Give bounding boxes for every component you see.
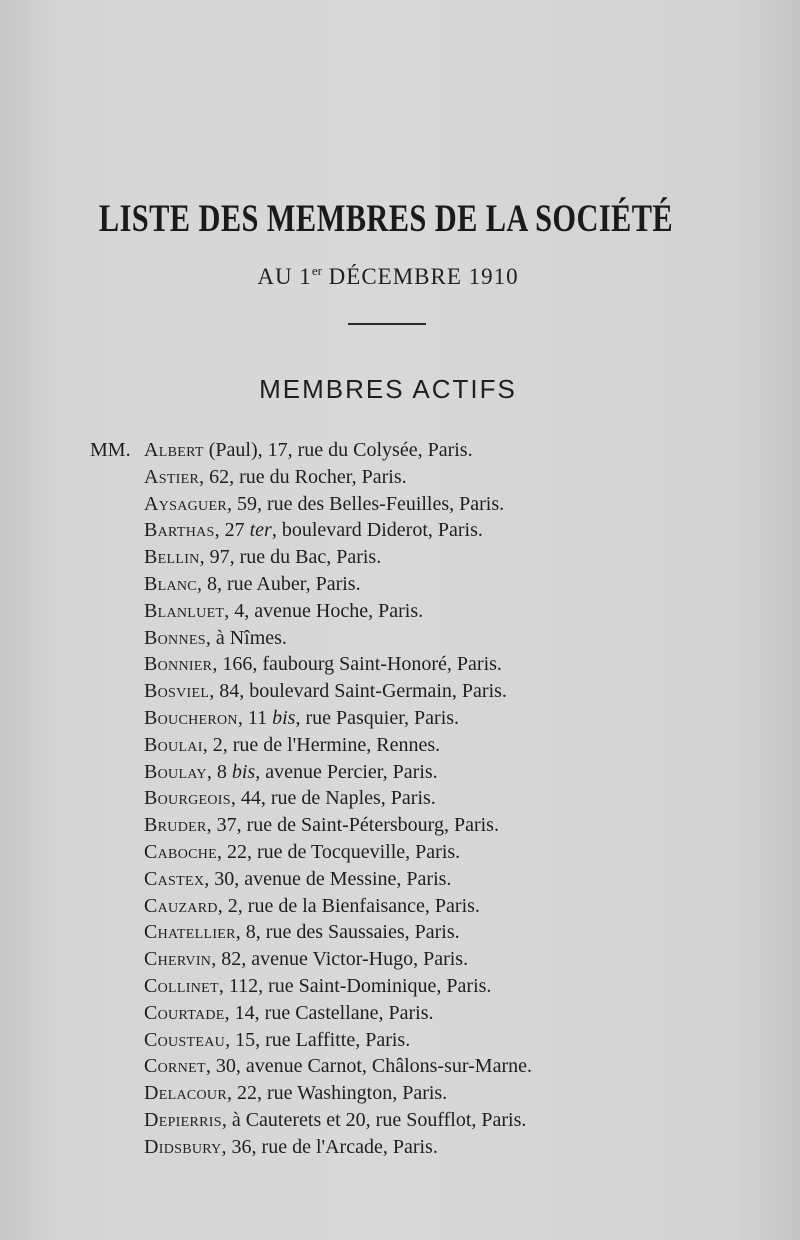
member-address-suffix: ter <box>249 519 272 542</box>
member-name: Didsbury <box>144 1135 222 1158</box>
section-heading: MEMBRES ACTIFS <box>259 374 517 404</box>
member-name: Boucheron <box>144 706 238 729</box>
member-name: Cornet <box>144 1055 206 1078</box>
member-entry <box>144 491 532 518</box>
member-entry <box>144 651 532 678</box>
member-address: , à Cauterets et 20, rue Soufflot, Paris. <box>221 1108 527 1131</box>
member-address: , 166, faubourg Saint-Honoré, Paris. <box>212 653 502 676</box>
member-entry <box>144 705 532 732</box>
member-name: Barthas <box>144 519 215 542</box>
member-entry <box>144 517 532 544</box>
member-address-rest: , avenue Percier, Paris. <box>255 760 438 783</box>
member-entry <box>144 785 532 812</box>
member-name: Bruder <box>144 814 207 837</box>
member-address: , 30, avenue Carnot, Châlons-sur-Marne. <box>205 1055 532 1078</box>
member-address: , 59, rue des Belles-Feuilles, Paris. <box>226 492 505 515</box>
member-name: Delacour <box>144 1082 227 1105</box>
member-name: Depierris <box>144 1108 222 1131</box>
member-address-suffix: bis <box>231 760 256 783</box>
member-address: , 44, rue de Naples, Paris. <box>230 787 436 810</box>
member-name: Bonnier <box>144 653 213 676</box>
member-name: Astier <box>144 465 200 488</box>
member-entry <box>144 839 532 866</box>
member-name: Boulai <box>144 733 203 756</box>
member-address: , 22, rue Washington, Paris. <box>226 1082 448 1105</box>
member-entry <box>144 1134 532 1161</box>
member-name: Bourgeois <box>144 787 231 810</box>
member-name: Blanluet <box>144 599 225 622</box>
member-entry <box>144 973 532 1000</box>
member-entry <box>144 598 532 625</box>
subtitle-prefix: AU 1 <box>257 264 312 289</box>
member-name: Bosviel <box>144 680 210 703</box>
member-entry <box>144 946 532 973</box>
member-name: Collinet <box>144 974 219 997</box>
member-name: Caboche <box>144 840 217 863</box>
member-address: , 36, rue de l'Arcade, Paris. <box>221 1135 438 1158</box>
member-entry <box>144 1107 532 1134</box>
member-address: , 2, rue de la Bienfaisance, Paris. <box>217 894 480 917</box>
member-name: Blanc <box>144 572 197 595</box>
honorific-prefix: MM. <box>90 439 131 461</box>
member-name: Albert <box>144 439 204 461</box>
member-address: , 14, rue Castellane, Paris. <box>224 1001 434 1024</box>
member-entry <box>144 919 532 946</box>
member-entry <box>144 464 532 491</box>
member-entry <box>144 437 532 464</box>
member-name: Cauzard <box>144 894 218 917</box>
member-address-rest: , boulevard Diderot, Paris. <box>271 519 483 542</box>
member-entry <box>144 759 532 786</box>
member-address: , 2, rue de l'Hermine, Rennes. <box>202 733 441 756</box>
member-address: , 4, avenue Hoche, Paris. <box>224 599 424 622</box>
page-subtitle <box>0 263 776 290</box>
page-title: LISTE DES MEMBRES DE LA SOCIÉTÉ <box>98 197 674 240</box>
member-entry <box>144 544 532 571</box>
member-address: , 15, rue Laffitte, Paris. <box>225 1028 411 1051</box>
member-address: (Paul), 17, rue du Colysée, Paris. <box>203 439 473 461</box>
member-entry <box>144 1027 532 1054</box>
member-entry <box>144 1080 532 1107</box>
member-name: Chervin <box>144 948 212 971</box>
member-name: Boulay <box>144 760 207 783</box>
member-address: , 8, rue des Saussaies, Paris. <box>235 921 460 944</box>
divider-rule <box>348 323 426 325</box>
member-address: , 22, rue de Tocqueville, Paris. <box>217 840 461 863</box>
member-address: , 8 <box>206 760 232 783</box>
member-address: , 62, rue du Rocher, Paris. <box>199 465 407 488</box>
member-entry <box>144 866 532 893</box>
member-entry <box>144 625 532 652</box>
member-list <box>144 437 532 1161</box>
member-entry <box>144 1053 532 1080</box>
member-name: Courtade <box>144 1001 225 1024</box>
member-name: Bellin <box>144 546 200 569</box>
member-name: Cousteau <box>144 1028 226 1051</box>
member-entry <box>144 812 532 839</box>
member-address: , 30, avenue de Messine, Paris. <box>204 867 452 890</box>
member-address: , 27 <box>214 519 250 542</box>
member-address: , 82, avenue Victor-Hugo, Paris. <box>211 948 469 971</box>
subtitle-ordinal: er <box>311 263 322 278</box>
member-entry <box>144 678 532 705</box>
member-address-rest: , rue Pasquier, Paris. <box>295 706 460 729</box>
member-name: Chatellier <box>144 921 236 944</box>
member-address: , 11 <box>237 706 273 729</box>
member-entry <box>144 1000 532 1027</box>
member-address: , 112, rue Saint-Dominique, Paris. <box>218 974 492 997</box>
member-entry <box>144 893 532 920</box>
member-address: , 97, rue du Bac, Paris. <box>199 546 382 569</box>
member-address: , 84, boulevard Saint-Germain, Paris. <box>209 680 507 703</box>
member-address: , 37, rue de Saint-Pétersbourg, Paris. <box>206 814 499 837</box>
member-name: Bonnes <box>144 626 206 649</box>
member-name: Castex <box>144 867 205 890</box>
member-name: Aysaguer <box>144 492 227 515</box>
member-address: , 8, rue Auber, Paris. <box>196 572 361 595</box>
member-entry <box>144 732 532 759</box>
member-address: , à Nîmes. <box>205 626 287 649</box>
subtitle-date: DÉCEMBRE 1910 <box>321 264 519 289</box>
member-address-suffix: bis <box>272 706 296 729</box>
member-entry <box>144 571 532 598</box>
